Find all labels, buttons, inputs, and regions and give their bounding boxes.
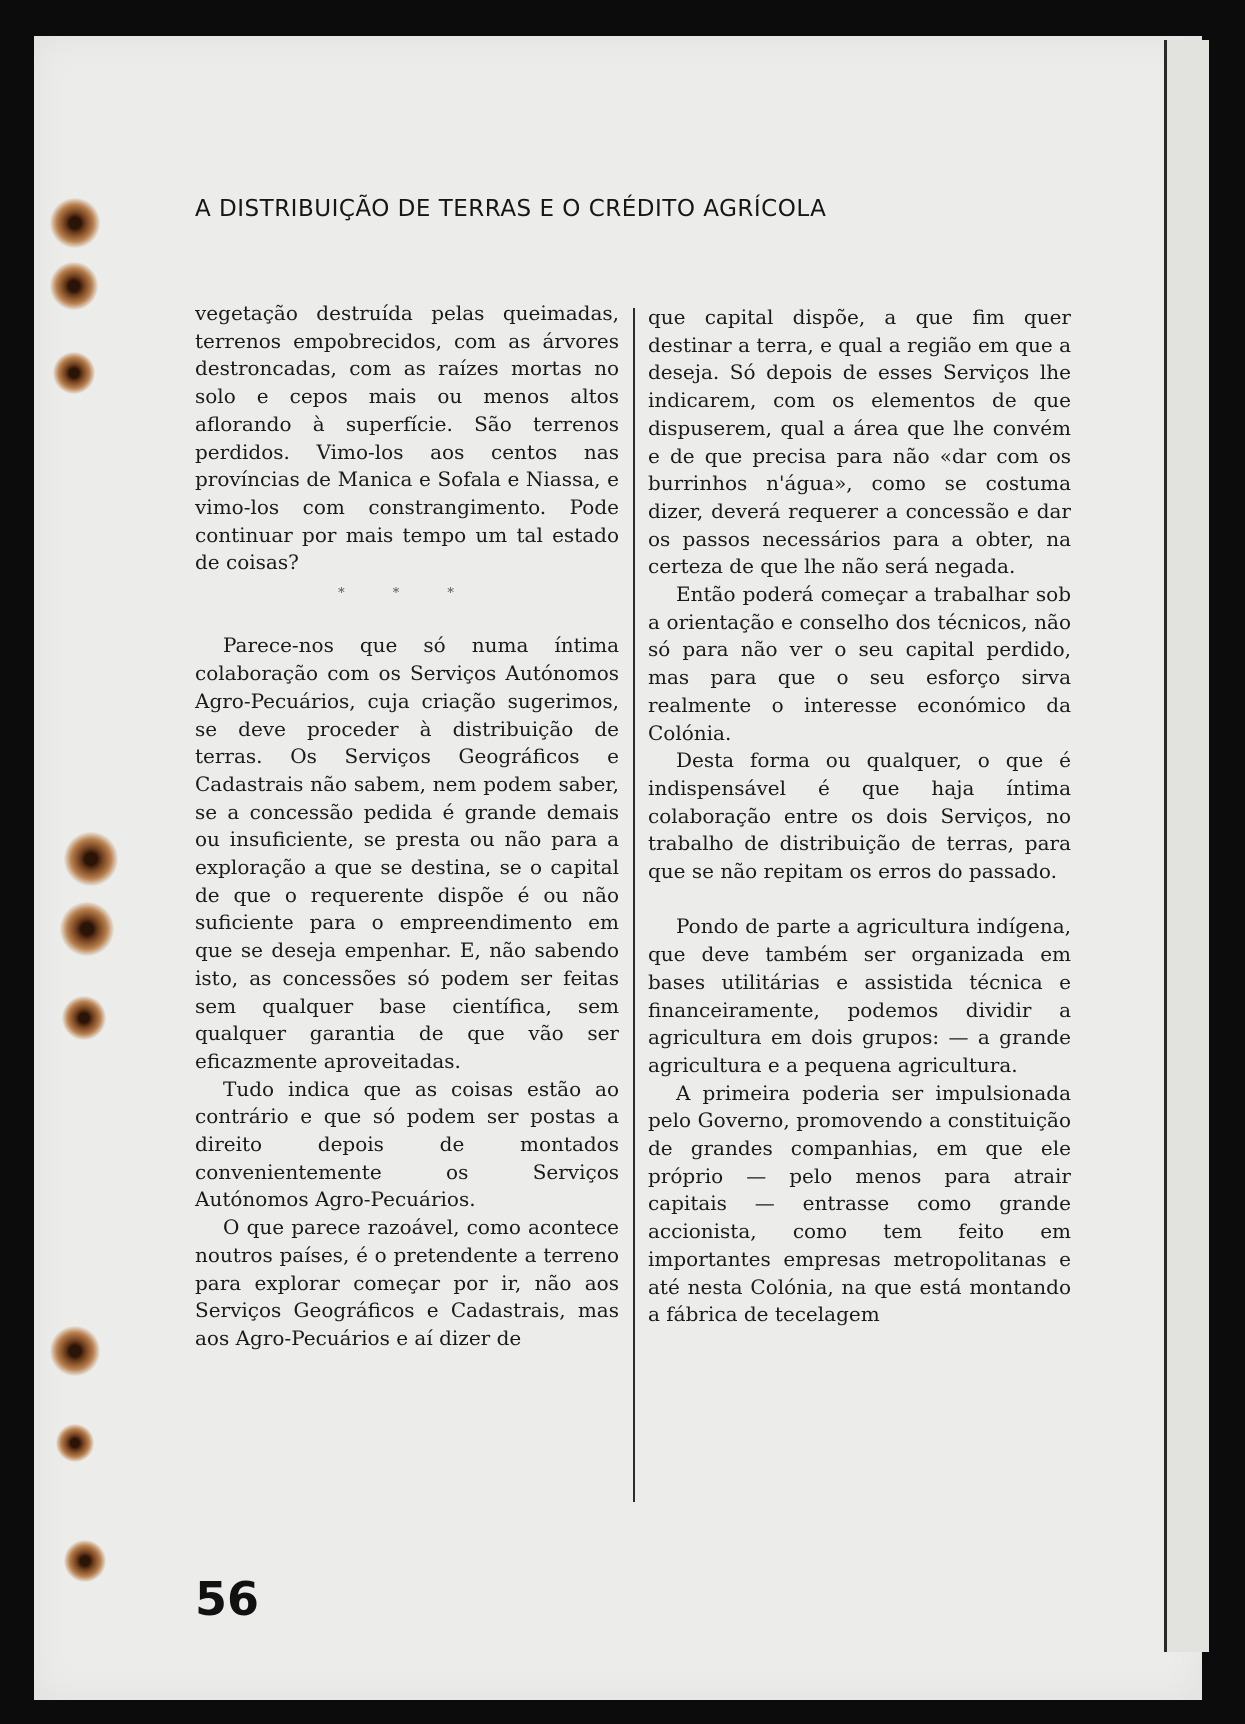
burn-mark xyxy=(50,262,98,310)
paragraph: Desta forma ou qualquer, o que é indispensável é que haja íntima colaboração entre os dois Serviços, no trabalho de distribuição de terras, para que se não repitam os erros do passado. xyxy=(648,748,1071,884)
burn-mark xyxy=(64,832,118,886)
paragraph-gap xyxy=(648,886,1071,914)
paragraph: Pondo de parte a agricultura indígena, que deve também ser organizada em bases utilitárias e assistida técnica e financeiramente, podemos dividir a agricultura em dois grupos: — a grande agricultura e a pequena agricultura. xyxy=(648,914,1071,1077)
left-column xyxy=(195,300,619,1353)
paragraph: Então poderá começar a trabalhar sob a orientação e conselho dos técnicos, não só para não ver o seu capital perdido, mas para que o seu esforço sirva realmente o interesse económico da Colónia. xyxy=(648,582,1071,745)
burn-mark xyxy=(56,1424,94,1462)
paragraph: que capital dispõe, a que fim quer destinar a terra, e qual a região em que a deseja. Só depois de esses Serviços lhe indicarem, com os elementos de que dispuserem, qual a área que lhe convém e de que precisa para não «dar com os burrinhos n'água», como se costuma dizer, deverá requerer a concessão e dar os passos necessários para a obter, na certeza de que lhe não será negada. xyxy=(648,305,1071,579)
page-header: A DISTRIBUIÇÃO DE TERRAS E O CRÉDITO AGRÍCOLA xyxy=(195,196,827,222)
burn-mark xyxy=(60,902,114,956)
burn-mark xyxy=(50,198,100,248)
paragraph: Parece-nos que só numa íntima colaboração com os Serviços Autónomos Agro-Pecuários, cuja criação sugerimos, se deve proceder à distribuição de terras. Os Serviços Geográficos e Cadastrais não sabem, nem podem saber, se a concessão pedida é grande demais ou insuficiente, se presta ou não para a exploração a que se destina, se o capital de que o requerente dispõe é ou não suficiente para o empreendimento em que se deseja empenhar. E, não sabendo isto, as concessões só podem ser feitas sem qualquer base científica, sem qualquer garantia de que vão ser eficazmente aproveitadas. xyxy=(195,633,619,1073)
right-column xyxy=(648,304,1071,1329)
paragraph: O que parece razoável, como acontece noutros países, é o pretendente a terreno para explorar começar por ir, não aos Serviços Geográficos e Cadastrais, mas aos Agro-Pecuários e aí dizer de xyxy=(195,1215,619,1350)
paragraph: vegetação destruída pelas queimadas, terrenos empobrecidos, com as árvores destroncadas, com as raízes mortas no solo e cepos mais ou menos altos aflorando à superfície. São terrenos perdidos. Vimo-los aos centos nas províncias de Manica e Sofala e Niassa, e vimo-los com constrangimento. Pode continuar por mais tempo um tal estado de coisas? xyxy=(195,301,619,575)
burn-mark xyxy=(50,1326,100,1376)
burn-mark xyxy=(64,1540,106,1582)
paragraph: A primeira poderia ser impulsionada pelo Governo, promovendo a constituição de grandes companhias, em que ele próprio — pelo menos para atrair capitais — entrasse como grande accionista, como tem feito em importantes empresas metropolitanas e até nesta Colónia, na que está montando a fábrica de tecelagem xyxy=(648,1080,1071,1327)
burn-mark xyxy=(53,352,95,394)
paragraph: Tudo indica que as coisas estão ao contrário e que só podem ser postas a direito depois de montados convenientemente os Serviços Autónomos Agro-Pecuários. xyxy=(195,1076,619,1212)
page-edge-strip xyxy=(1164,40,1209,1652)
column-divider xyxy=(633,308,635,1502)
burn-mark xyxy=(62,996,106,1040)
page-number: 56 xyxy=(195,1572,260,1626)
section-separator: * * * xyxy=(338,586,476,602)
